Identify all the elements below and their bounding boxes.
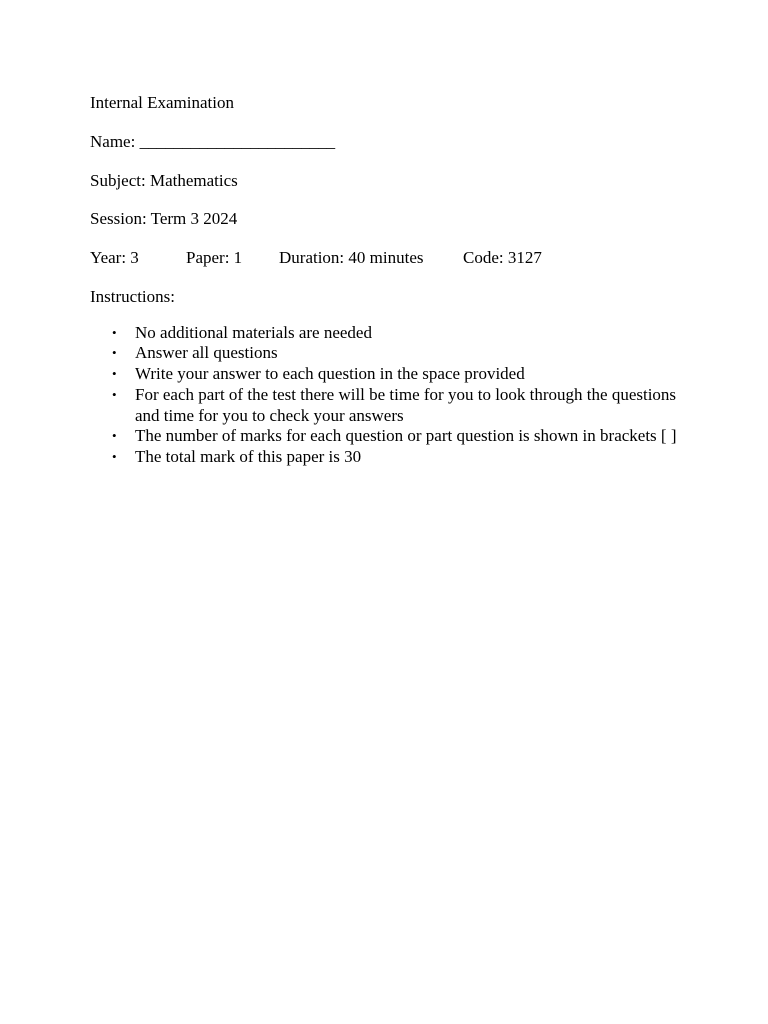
exam-cover-page <box>90 92 690 468</box>
instruction-item <box>90 426 680 447</box>
bullet-icon: • <box>112 428 117 444</box>
bullet-icon: • <box>112 386 117 402</box>
name-field: Name: _______________________ <box>90 131 336 151</box>
instruction-item <box>90 447 680 468</box>
paper-label: Paper: 1 <box>186 248 243 268</box>
instructions-heading: Instructions: <box>90 286 175 306</box>
year-label: Year: 3 <box>90 248 139 268</box>
bullet-icon: • <box>112 324 117 340</box>
instruction-text: Answer all questions <box>135 343 278 363</box>
code-label: Code: 3127 <box>463 248 542 268</box>
document-title: Internal Examination <box>90 93 234 112</box>
bullet-icon: • <box>112 345 117 361</box>
duration-label: Duration: 40 minutes <box>279 248 424 268</box>
instruction-text: The total mark of this paper is 30 <box>135 447 362 466</box>
bullet-icon: • <box>112 449 117 464</box>
instruction-item <box>90 385 680 426</box>
instruction-item <box>90 364 680 385</box>
instruction-text: No additional materials are needed <box>135 322 372 342</box>
exam-details-row <box>90 247 690 269</box>
instruction-text: For each part of the test there will be time for you to look through the questions and time for you to check your answers <box>135 384 677 425</box>
bullet-icon: • <box>112 366 117 382</box>
subject-line: Subject: Mathematics <box>90 170 238 190</box>
instructions-list <box>90 323 690 468</box>
instruction-item <box>90 323 680 344</box>
instruction-text: The number of marks for each question or part question is shown in brackets [ ] <box>135 426 677 446</box>
instruction-text: Write your answer to each question in the space provided <box>135 364 525 384</box>
instruction-item <box>90 343 680 364</box>
session-line: Session: Term 3 2024 <box>90 209 238 229</box>
